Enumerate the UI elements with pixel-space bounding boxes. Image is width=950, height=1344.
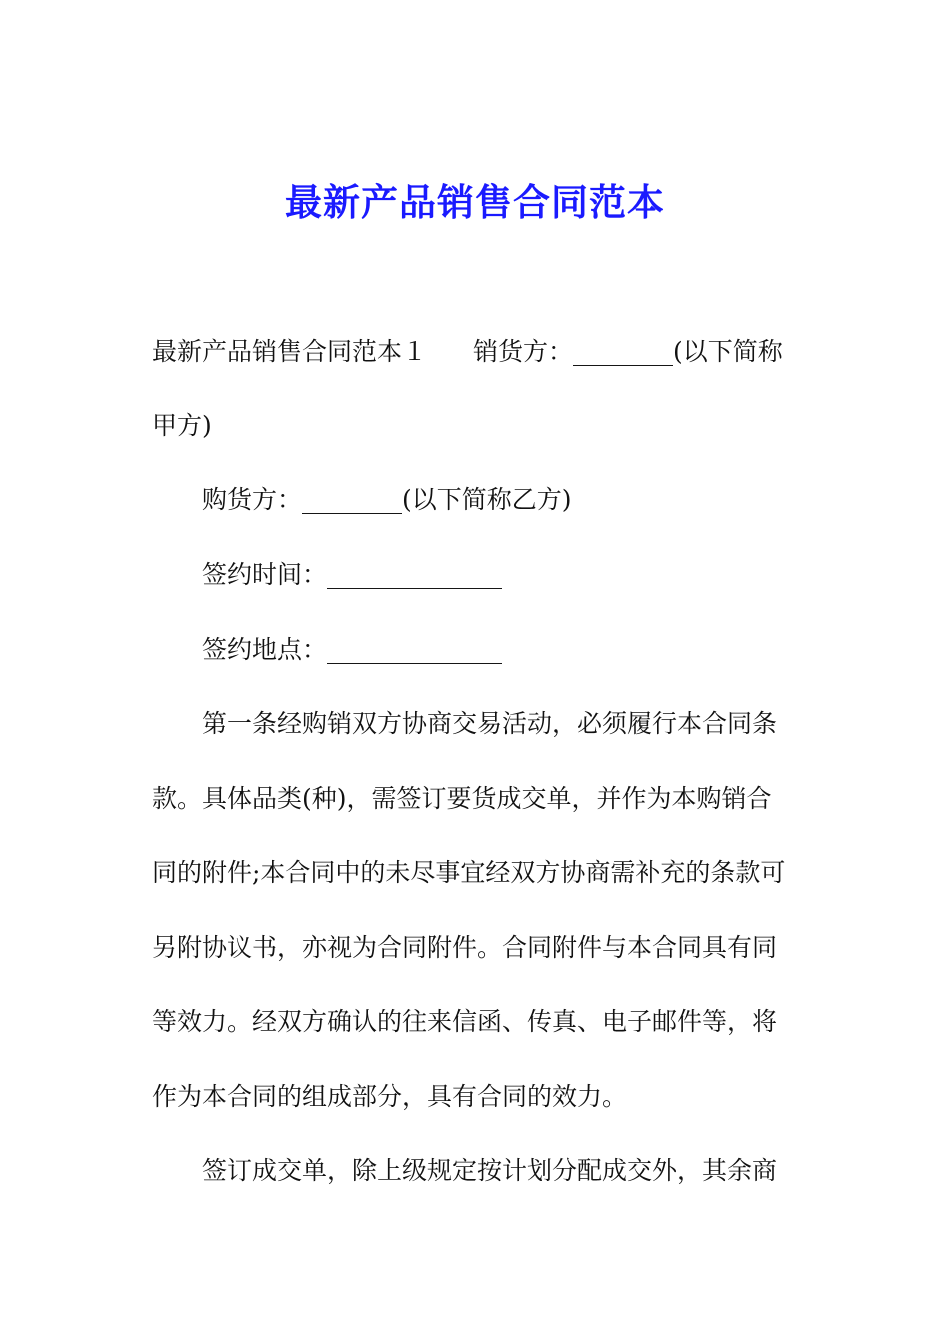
text-line-1 (152, 334, 783, 370)
text-line-2: 甲方) (152, 411, 212, 440)
paragraph-line: 作为本合同的组成部分，具有合同的效力。 (152, 1082, 628, 1111)
paragraph-line: 签订成交单，除上级规定按计划分配成交外，其余商 (202, 1156, 778, 1185)
paragraph-line: 第一条经购销双方协商交易活动，必须履行本合同条 (202, 709, 778, 738)
paragraph-line: 款。具体品类(种)，需签订要货成交单，并作为本购销合 (152, 784, 772, 813)
buyer-field: 购货方：________(以下简称乙方) (202, 485, 572, 514)
seller-field: 销货方：________(以下简称 (473, 337, 783, 366)
signing-place-field: 签约地点：______________ (202, 635, 503, 664)
paragraph-line: 另附协议书，亦视为合同附件。合同附件与本合同具有同 (152, 933, 778, 962)
contract-heading: 最新产品销售合同范本１ (152, 337, 428, 366)
document-title: 最新产品销售合同范本 (285, 180, 665, 224)
signing-time-field: 签约时间：______________ (202, 560, 503, 589)
paragraph-line: 同的附件;本合同中的未尽事宜经双方协商需补充的条款可 (152, 858, 786, 887)
paragraph-line: 等效力。经双方确认的往来信函、传真、电子邮件等，将 (152, 1007, 778, 1036)
